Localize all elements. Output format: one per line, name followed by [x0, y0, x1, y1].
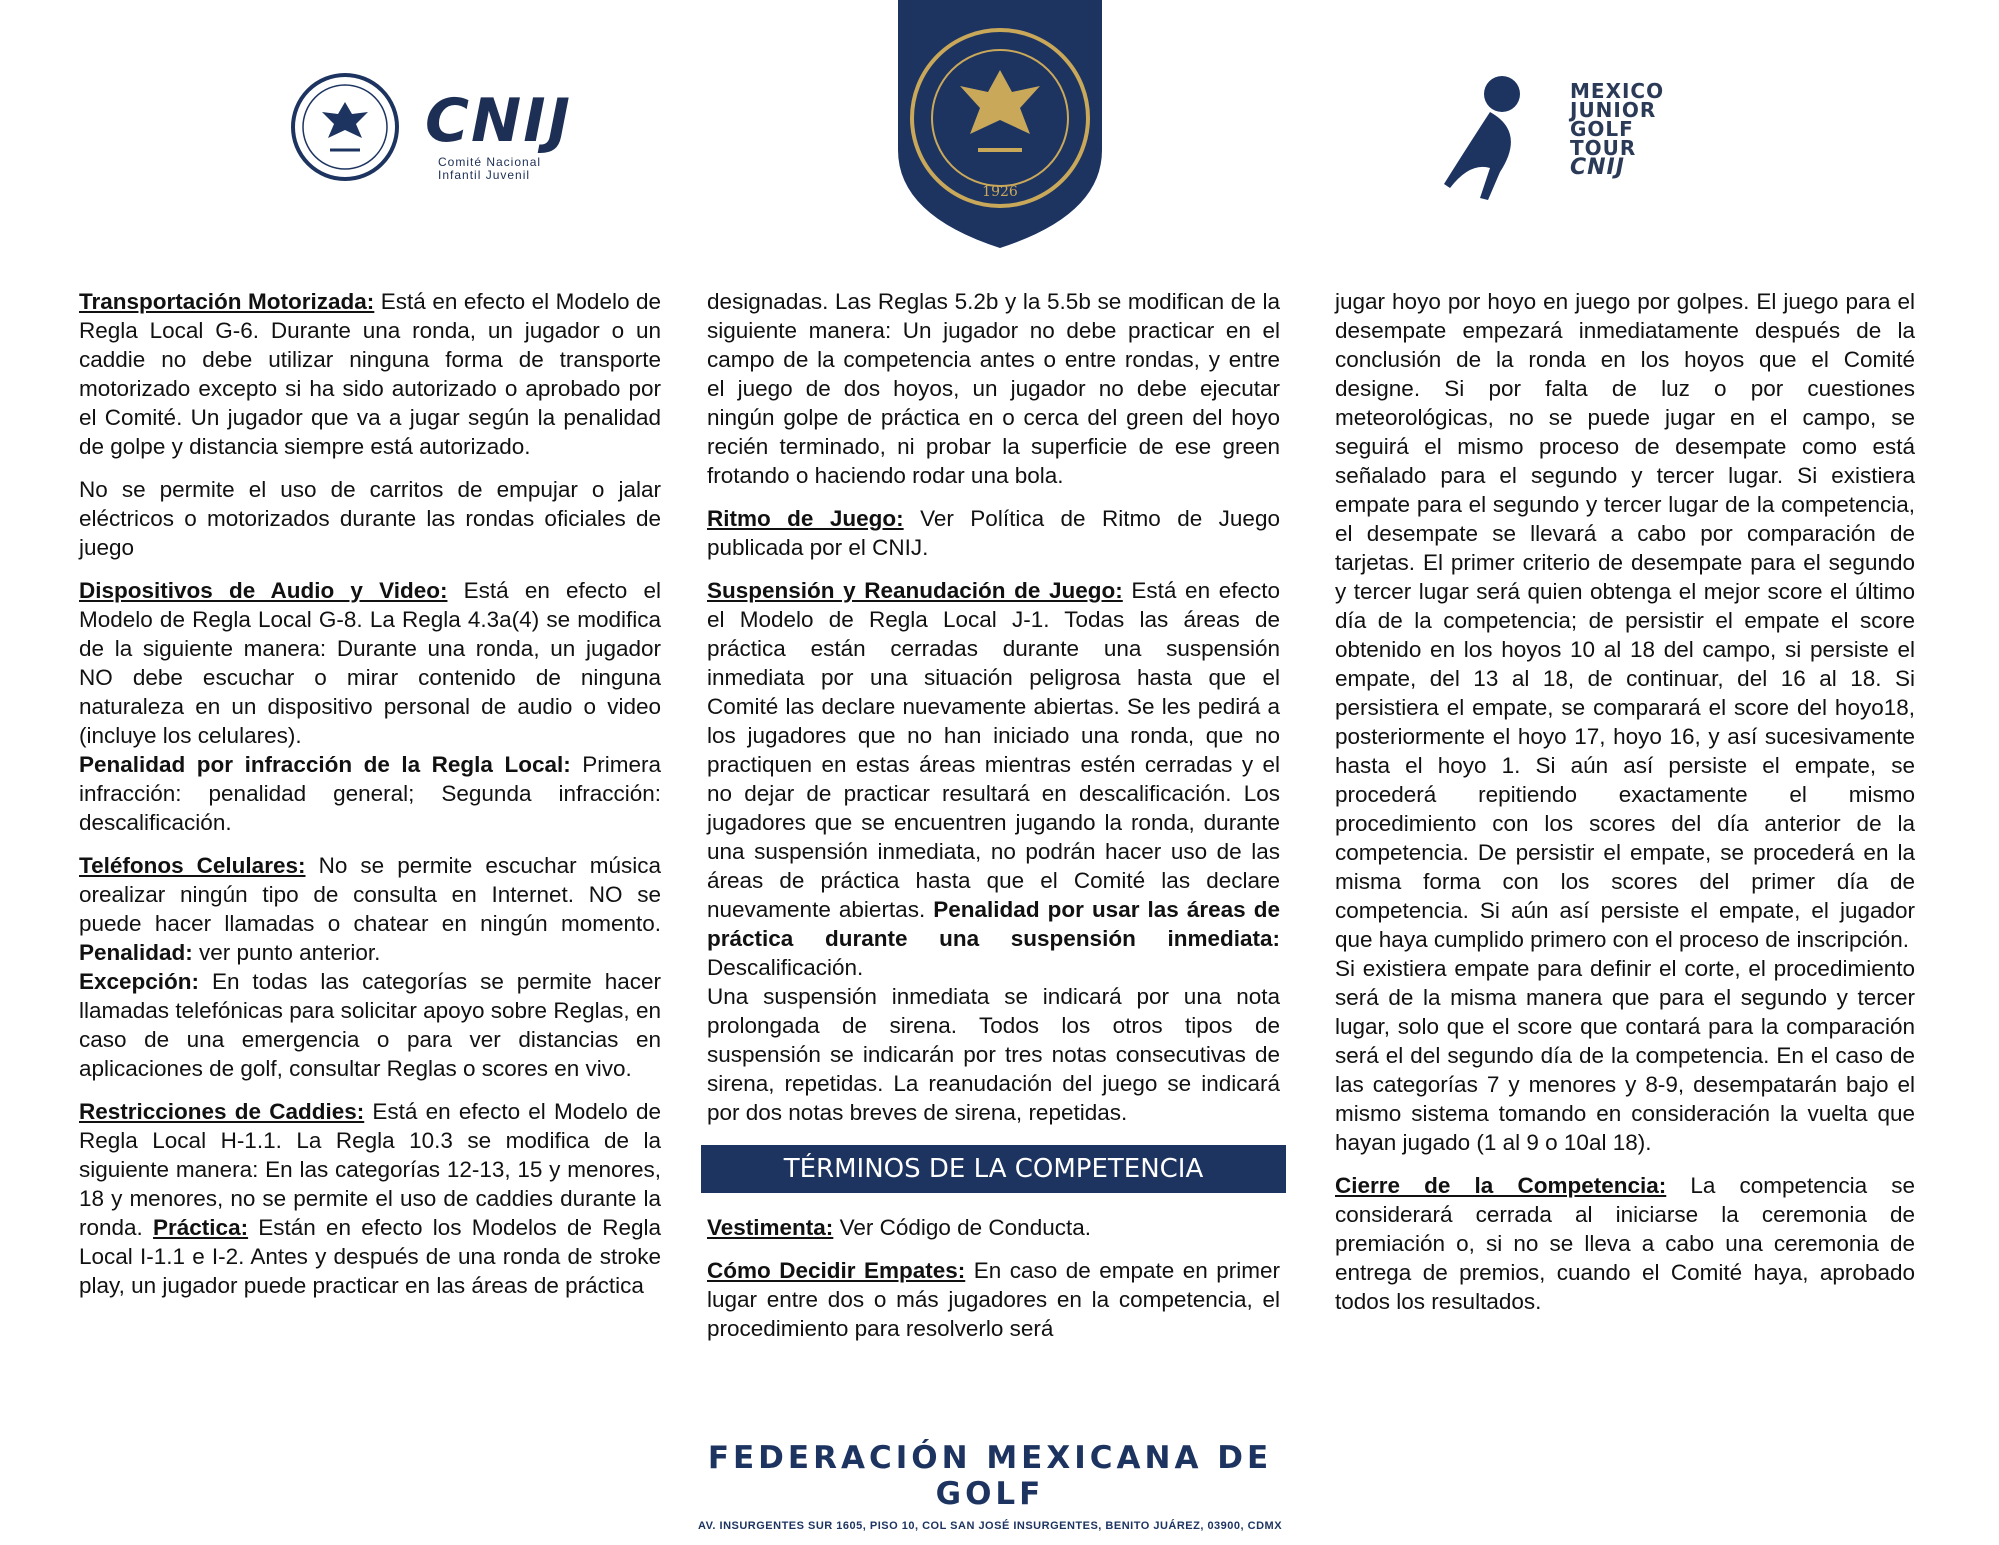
text: Primera infracción: penalidad general; Segunda infracción: descalificación. — [79, 752, 661, 835]
cnij-wordmark: CNIJ — [425, 86, 572, 156]
paragraph-carts: No se permite el uso de carritos de empujar o jalar eléctricos o motorizados durante las rondas oficiales de juego — [79, 477, 661, 560]
paragraph-caddies — [79, 1097, 661, 1300]
paragraph-close — [1335, 1171, 1915, 1316]
text: Están en efecto los Modelos de Regla Local I-1.1 e I-2. Antes y después de una ronda de stroke play, un jugador puede practicar en las áreas de práctica — [79, 1215, 661, 1298]
heading-transport: Transportación Motorizada: — [79, 289, 375, 314]
paragraph-ties-cont: jugar hoyo por hoyo en juego por golpes. El juego para el desempate empezará inmediatamente después de la conclusión de la ronda en los hoyos que el Comité designe. Si por falta de luz o por cuestiones meteorológicas, no se puede jugar en el campo, se seguirá el mismo proceso de desempate como está señalado para el segundo y tercer lugar. Si existiera empate para el segundo y tercer lugar de la competencia, el desempate se llevará a cabo por comparación de tarjetas. El primer criterio de desempate para el segundo y tercer lugar será quien obtenga el mejor score el último día de la competencia; de persistir el empate el score obtenido en los hoyos 10 al 18 del campo, si persiste el empate, del 13 al 18, de continuar, del 16 al 18. Si persistiera el empate, se comparará el score del hoyo18, posteriormente el hoyo 17, hoyo 16, y así sucesivamente hasta el hoyo 1. Si aún así persiste el empate, se procederá repitiendo exactamente el mismo procedimiento con los scores del día anterior de la competencia. De persistir el empate, se procederá en la misma forma con los scores del primer día de competencia. Si aún así persiste el empate, el jugador que haya cumplido primero con el proceso de inscripción. — [1335, 289, 1915, 952]
penalty-label: Penalidad por infracción de la Regla Local: — [79, 752, 571, 777]
heading-phones: Teléfonos Celulares: — [79, 853, 306, 878]
column-2 — [707, 287, 1280, 1357]
mjgt-line: GOLF — [1570, 117, 1634, 141]
text: Está en efecto el Modelo de Regla Local H-1.1. La Regla 10.3 se modifica de la siguiente manera: En las categorías 12-13, 15 y menores, 18 y menores, no se permite el uso de caddies durante la ronda. — [79, 1099, 661, 1240]
paragraph-practice-cont: designadas. Las Reglas 5.2b y la 5.5b se modifican de la siguiente manera: Un jugador no debe practicar en el campo de la competencia antes o entre rondas, y entre el juego de dos hoyos, un jugador no debe ejecutar ningún golpe de práctica en o cerca del green del hoyo recién terminado, ni probar la superficie de ese green frotando o haciendo rodar una bola. — [707, 289, 1280, 488]
section-banner-terms: TÉRMINOS DE LA COMPETENCIA — [701, 1145, 1286, 1193]
heading-practice: Práctica: — [153, 1215, 249, 1240]
penalty-label: Penalidad por usar las áreas de práctica durante una suspensión inmediata: — [707, 897, 1281, 951]
mjgt-line: MEXICO — [1570, 79, 1665, 103]
paragraph-transport — [79, 287, 661, 461]
text: Está en efecto el Modelo de Regla Local G-8. La Regla 4.3a(4) se modifica de la siguiente manera: Durante una ronda, un jugador NO debe escuchar o mirar contenido de ninguna naturaleza en un dispositivo personal de audio o video (incluye los celulares). — [79, 578, 661, 748]
cnij-subtitle-line: Infantil Juvenil — [438, 168, 531, 182]
heading-dress: Vestimenta: — [707, 1215, 834, 1240]
cnij-subtitle-line: Comité Nacional — [438, 155, 542, 169]
mjgt-wordmark — [1570, 79, 1665, 180]
heading-suspension: Suspensión y Reanudación de Juego: — [707, 578, 1123, 603]
mjgt-line: TOUR — [1570, 136, 1637, 160]
text: Descalificación. — [707, 955, 864, 980]
golfer-icon — [1430, 72, 1560, 202]
paragraph-audio — [79, 576, 661, 750]
mjgt-logo — [1430, 72, 1670, 212]
heading-close: Cierre de la Competencia: — [1335, 1173, 1667, 1198]
text: En todas las categorías se permite hacer llamadas telefónicas para solicitar apoyo sobre Reglas, en caso de una emergencia o para ver distancias en aplicaciones de golf, consultar Reglas o scores en vivo. — [79, 969, 661, 1081]
footer — [690, 1440, 1290, 1532]
mjgt-line: JUNIOR — [1570, 98, 1657, 122]
text: No se permite escuchar música orealizar ningún tipo de consulta en Internet. NO se puede hacer llamadas o chatear en ningún momento. — [79, 853, 662, 936]
seal-year: 1926 — [982, 184, 1018, 200]
text: Ver Política de Ritmo de Juego publicada por el CNIJ. — [707, 506, 1280, 560]
text: La competencia se considerará cerrada al iniciarse la ceremonia de premiación o, si no se lleva a cabo una ceremonia de entrega de premios, cuando el Comité haya, aprobado todos los resultados. — [1335, 1173, 1915, 1314]
mjgt-line: CNIJ — [1570, 155, 1625, 180]
exception-label: Excepción: — [79, 969, 200, 994]
heading-pace: Ritmo de Juego: — [707, 506, 904, 531]
paragraph-suspension — [707, 576, 1280, 982]
column-3 — [1335, 287, 1915, 1330]
paragraph-penalty — [79, 750, 661, 837]
text: Ver Código de Conducta. — [833, 1215, 1091, 1240]
heading-ties: Cómo Decidir Empates: — [707, 1258, 966, 1283]
text: En caso de empate en primer lugar entre dos o más jugadores en la competencia, el procedimiento para resolverlo será — [707, 1258, 1280, 1341]
fmg-seal-icon — [290, 72, 400, 182]
footer-title: FEDERACIÓN MEXICANA DE GOLF — [707, 1440, 1273, 1512]
text: Está en efecto el Modelo de Regla Local J-1. Todas las áreas de práctica están cerradas durante una suspensión inmediata por una situación peligrosa hasta que el Comité las declare nuevamente abiertas. Se les pedirá a los jugadores que no han iniciado una ronda, que no practiquen en estas áreas mientras estén cerradas y el no dejar de practicar resultará en descalificación. Los jugadores que se encuentren jugando la ronda, durante una suspensión inmediata, no podrán hacer uso de las áreas de práctica hasta que el Comité las declare nuevamente abiertas. — [707, 578, 1280, 922]
paragraph-cut: Si existiera empate para definir el corte, el procedimiento será de la misma manera que para el segundo y tercer lugar, solo que el score que contará para la comparación será el del segundo día de la competencia. En el caso de las categorías 7 y menores y 8-9, desempatarán bajo el mismo sistema tomando en consideración la vuelta que hayan jugado (1 al 9 o 10al 18). — [1335, 956, 1915, 1155]
heading-caddies: Restricciones de Caddies: — [79, 1099, 365, 1124]
footer-address: AV. INSURGENTES SUR 1605, PISO 10, COL SAN JOSÉ INSURGENTES, BENITO JUÁREZ, 03900, CDMX — [697, 1520, 1283, 1532]
text: Está en efecto el Modelo de Regla Local G-6. Durante una ronda, un jugador o un caddie no debe utilizar ninguna forma de transporte motorizado excepto si ha sido autorizado o aprobado por el Comité. Un jugador que va a jugar según la penalidad de golpe y distancia siempre está autorizado. — [79, 289, 662, 459]
paragraph-ties — [707, 1256, 1280, 1343]
paragraph-exception — [79, 967, 661, 1083]
text: ver punto anterior. — [192, 940, 381, 965]
column-1 — [79, 287, 661, 1314]
paragraph-phones — [79, 851, 661, 967]
cnij-logo — [290, 72, 610, 192]
paragraph-pace — [707, 504, 1280, 562]
cnij-subtitle — [438, 156, 541, 182]
penalty-label: Penalidad: — [79, 940, 193, 965]
paragraph-siren: Una suspensión inmediata se indicará por una nota prolongada de sirena. Todos los otros tipos de suspensión se indicarán por tres notas consecutivas de sirena, repetidas. La reanudación del juego se indicará por dos notas breves de sirena, repetidas. — [707, 984, 1280, 1125]
paragraph-dress — [707, 1213, 1280, 1242]
heading-audio: Dispositivos de Audio y Video: — [79, 578, 448, 603]
fmg-shield-icon — [898, 0, 1102, 250]
